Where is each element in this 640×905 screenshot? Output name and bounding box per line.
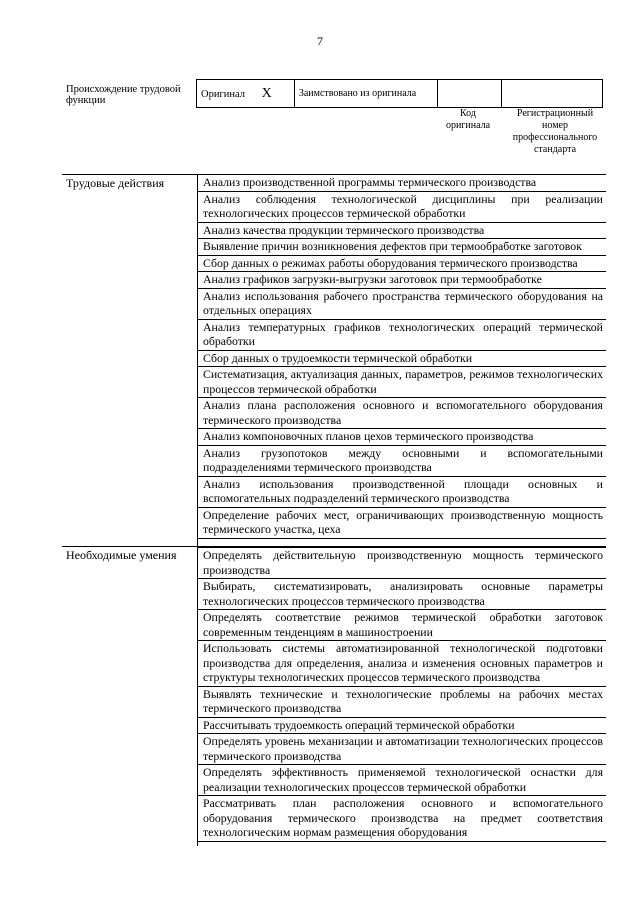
original-cell (197, 80, 295, 108)
code-cell (437, 80, 502, 108)
page-number: 7 (317, 34, 323, 48)
skills-list (197, 547, 606, 842)
original-mark: X (261, 85, 272, 101)
labor-action-item: Анализ соблюдения технологической дисциплины при реализации технологических процессов термической обработки (197, 192, 606, 223)
skill-item: Определять уровень механизации и автоматизации технологических процессов термического производства (197, 734, 606, 765)
labor-action-item: Анализ использования производственной площади основных и вспомогательных подразделений термического производства (197, 477, 606, 508)
labor-action-item: Выявление причин возникновения дефектов при термообработке заготовок (197, 239, 606, 256)
skill-item: Определять эффективность применяемой технологической оснастки для реализации технологических процессов термической обработки (197, 765, 606, 796)
reg-number-cell (502, 80, 603, 108)
skill-item: Выбирать, систематизировать, анализировать основные параметры технологических процессов термического производства (197, 579, 606, 610)
reg-number-caption: Регистрационный номер профессионального стандарта (512, 108, 598, 155)
labor-action-item: Сбор данных о трудоемкости термической обработки (197, 351, 606, 368)
labor-action-item: Анализ использования рабочего пространства термического оборудования на отдельных операциях (197, 289, 606, 320)
labor-action-item: Анализ производственной программы термического производства (197, 174, 606, 192)
labor-action-item: Анализ компоновочных планов цехов термического производства (197, 429, 606, 446)
skill-item: Определять действительную производственную мощность термического производства (197, 547, 606, 579)
skill-item: Рассматривать план расположения основного и вспомогательного оборудования термического производства на предмет соответствия технологическим нормам размещения оборудования (197, 796, 606, 842)
skill-item: Использовать системы автоматизированной технологической подготовки производства для определения, анализа и изменения основных параметров и структуры технологических процессов термического производства (197, 641, 606, 687)
skill-item: Выявлять технические и технологические проблемы на рабочих местах термического производства (197, 687, 606, 718)
labor-actions-list (197, 174, 606, 539)
original-label: Оригинал (201, 88, 245, 100)
origin-table (196, 79, 603, 108)
skill-item: Определять соответствие режимов термической обработки заготовок современным тенденциям в машиностроении (197, 610, 606, 641)
labor-actions-label: Трудовые действия (66, 176, 165, 190)
origin-label: Происхождение трудовой функции (66, 84, 181, 106)
skills-label: Необходимые умения (66, 548, 177, 562)
labor-action-item: Систематизация, актуализация данных, параметров, режимов технологических процессов термической обработки (197, 367, 606, 398)
labor-action-item: Анализ температурных графиков технологических операций термической обработки (197, 320, 606, 351)
code-caption: Код оригинала (445, 108, 491, 131)
labor-action-item: Анализ графиков загрузки-выгрузки заготовок при термообработке (197, 272, 606, 289)
skill-item: Рассчитывать трудоемкость операций термической обработки (197, 718, 606, 735)
labor-action-item: Определение рабочих мест, ограничивающих производственную мощность термического участка, цеха (197, 508, 606, 539)
labor-action-item: Анализ качества продукции термического производства (197, 223, 606, 240)
labor-action-item: Сбор данных о режимах работы оборудования термического производства (197, 256, 606, 273)
labor-action-item: Анализ грузопотоков между основными и вспомогательными подразделениями термического производства (197, 446, 606, 477)
labor-action-item: Анализ плана расположения основного и вспомогательного оборудования термического производства (197, 398, 606, 429)
borrowed-cell: Заимствовано из оригинала (294, 80, 437, 108)
